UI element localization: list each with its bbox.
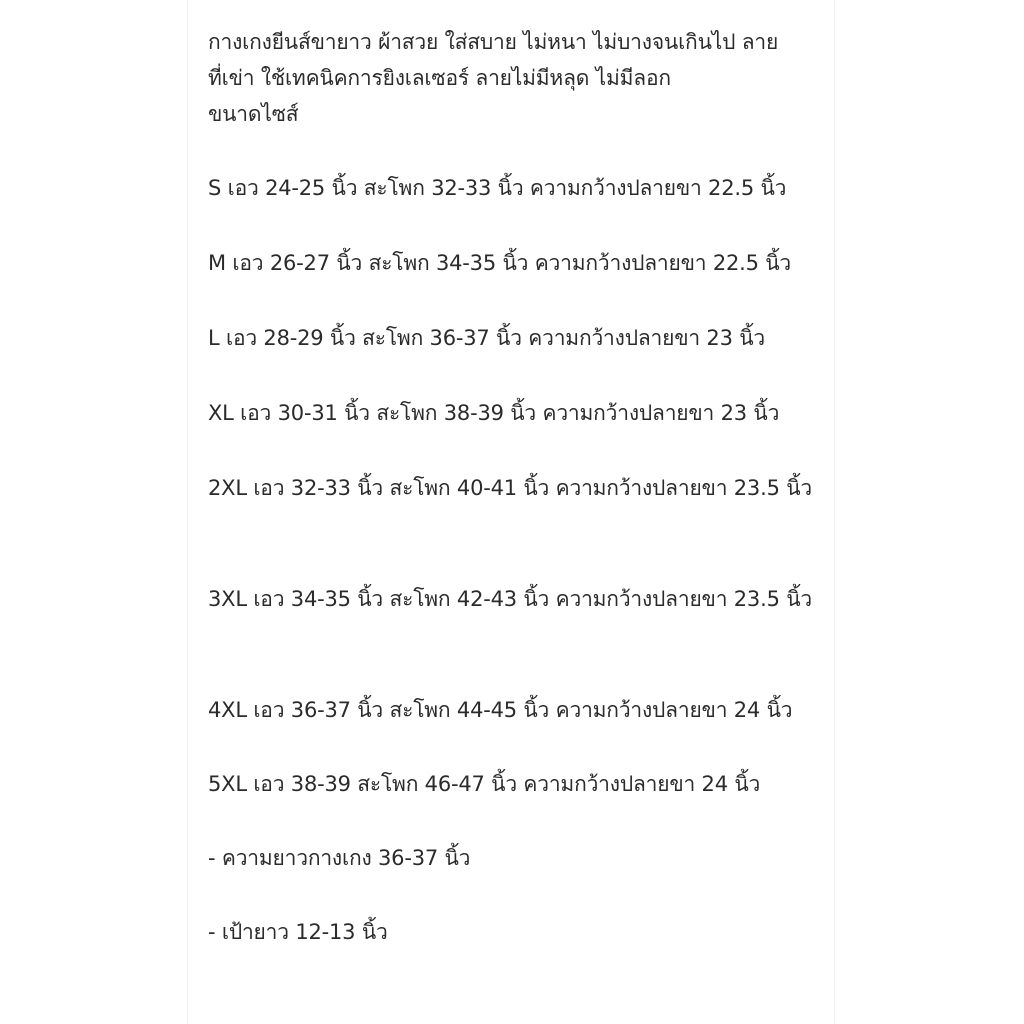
intro-line: กางเกงยีนส์ขายาว ผ้าสวย ใส่สบาย ไม่หนา ไม่บางจนเกินไป ลาย: [208, 30, 779, 54]
product-description: [208, 24, 820, 944]
size-4xl-line: 4XL เอว 36-37 นิ้ว สะโพก 44-45 นิ้ว ความกว้างปลายขา 24 นิ้ว: [208, 698, 793, 722]
intro-text: [208, 24, 820, 132]
rise-length-note: - เป้ายาว 12-13 นิ้ว: [208, 920, 388, 944]
size-chart-heading: ขนาดไซส์: [208, 102, 299, 126]
size-2xl-line: 2XL เอว 32-33 นิ้ว สะโพก 40-41 นิ้ว ความกว้างปลายขา 23.5 นิ้ว: [208, 476, 812, 500]
pants-length-note: - ความยาวกางเกง 36-37 นิ้ว: [208, 846, 471, 870]
size-m-line: M เอว 26-27 นิ้ว สะโพก 34-35 นิ้ว ความกว้างปลายขา 22.5 นิ้ว: [208, 251, 792, 275]
size-3xl-line: 3XL เอว 34-35 นิ้ว สะโพก 42-43 นิ้ว ความกว้างปลายขา 23.5 นิ้ว: [208, 587, 812, 611]
size-s-line: S เอว 24-25 นิ้ว สะโพก 32-33 นิ้ว ความกว้างปลายขา 22.5 นิ้ว: [208, 176, 787, 200]
intro-line: ที่เข่า ใช้เทคนิคการยิงเลเซอร์ ลายไม่มีหลุด ไม่มีลอก: [208, 66, 671, 90]
size-l-line: L เอว 28-29 นิ้ว สะโพก 36-37 นิ้ว ความกว้างปลายขา 23 นิ้ว: [208, 326, 765, 350]
size-xl-line: XL เอว 30-31 นิ้ว สะโพก 38-39 นิ้ว ความกว้างปลายขา 23 นิ้ว: [208, 401, 780, 425]
size-5xl-line: 5XL เอว 38-39 สะโพก 46-47 นิ้ว ความกว้างปลายขา 24 นิ้ว: [208, 772, 761, 796]
